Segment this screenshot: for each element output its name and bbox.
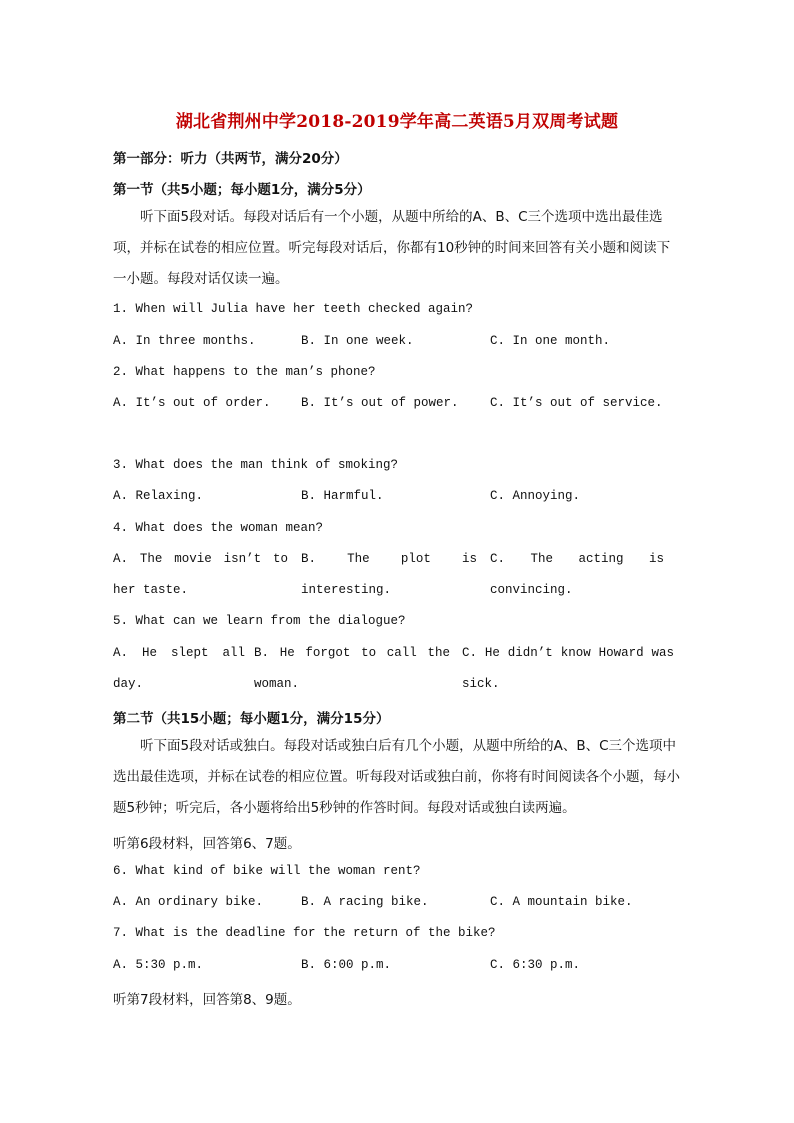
question-2-option-a: A. It’s out of order. bbox=[113, 396, 271, 410]
question-2-stem: 2. What happens to the man’s phone? bbox=[113, 365, 376, 379]
question-5-option-a: A. He slept all day. bbox=[113, 646, 245, 691]
section1-heading: 第一节（共5小题；每小题1分，满分5分） bbox=[113, 182, 371, 198]
question-4-option-b: B. The plot is interesting. bbox=[301, 552, 477, 597]
question-5-option-b: B. He forgot to call the woman. bbox=[254, 646, 450, 691]
question-4-option-a: A. The movie isn’t to her taste. bbox=[113, 552, 288, 597]
question-7-stem: 7. What is the deadline for the return of the bike? bbox=[113, 926, 496, 940]
question-7-option-a: A. 5:30 p.m. bbox=[113, 958, 204, 972]
question-5-stem: 5. What can we learn from the dialogue? bbox=[113, 614, 406, 628]
question-7-option-c: C. 6:30 p.m. bbox=[490, 958, 581, 972]
question-2-option-b: B. It’s out of power. bbox=[301, 396, 459, 410]
question-1-option-c: C. In one month. bbox=[490, 334, 611, 348]
part1-heading: 第一部分：听力（共两节，满分20分） bbox=[113, 151, 348, 167]
section2-instruction: 听下面5段对话或独白。每段对话或独白后有几个小题，从题中所给的A、B、C三个选项中选出最佳选项，并标在试卷的相应位置。听每段对话或独白前，你将有时间阅读各个小题，每小题5秒钟；听完后，各小题将给出5秒钟的作答时间。每段对话或独白读两遍。 bbox=[113, 738, 680, 816]
material-7-note: 听第7段材料，回答第8、9题。 bbox=[113, 992, 301, 1008]
question-6-option-a: A. An ordinary bike. bbox=[113, 895, 264, 909]
question-4-stem: 4. What does the woman mean? bbox=[113, 521, 324, 535]
question-5-option-c: C. He didn’t know Howard was sick. bbox=[462, 646, 674, 691]
question-3-stem: 3. What does the man think of smoking? bbox=[113, 458, 399, 472]
question-4-option-c: C. The acting is convincing. bbox=[490, 552, 664, 597]
question-2-option-c: C. It’s out of service. bbox=[490, 396, 663, 410]
section2-heading: 第二节（共15小题；每小题1分，满分15分） bbox=[113, 711, 390, 727]
question-6-option-b: B. A racing bike. bbox=[301, 895, 429, 909]
question-3-option-b: B. Harmful. bbox=[301, 489, 384, 503]
material-6-note: 听第6段材料，回答第6、7题。 bbox=[113, 836, 301, 852]
question-1-option-a: A. In three months. bbox=[113, 334, 256, 348]
question-6-stem: 6. What kind of bike will the woman rent? bbox=[113, 864, 421, 878]
question-3-option-a: A. Relaxing. bbox=[113, 489, 204, 503]
question-3-option-c: C. Annoying. bbox=[490, 489, 581, 503]
section1-instruction: 听下面5段对话。每段对话后有一个小题，从题中所给的A、B、C三个选项中选出最佳选项，并标在试卷的相应位置。听完每段对话后，你都有10秒钟的时间来回答有关小题和阅读下一小题。每段对话仅读一遍。 bbox=[113, 209, 671, 287]
question-7-option-b: B. 6:00 p.m. bbox=[301, 958, 392, 972]
question-6-option-c: C. A mountain bike. bbox=[490, 895, 633, 909]
document-title: 湖北省荆州中学2018-2019学年高二英语5月双周考试题 bbox=[175, 112, 619, 132]
question-1-option-b: B. In one week. bbox=[301, 334, 414, 348]
question-1-stem: 1. When will Julia have her teeth checked again? bbox=[113, 302, 474, 316]
